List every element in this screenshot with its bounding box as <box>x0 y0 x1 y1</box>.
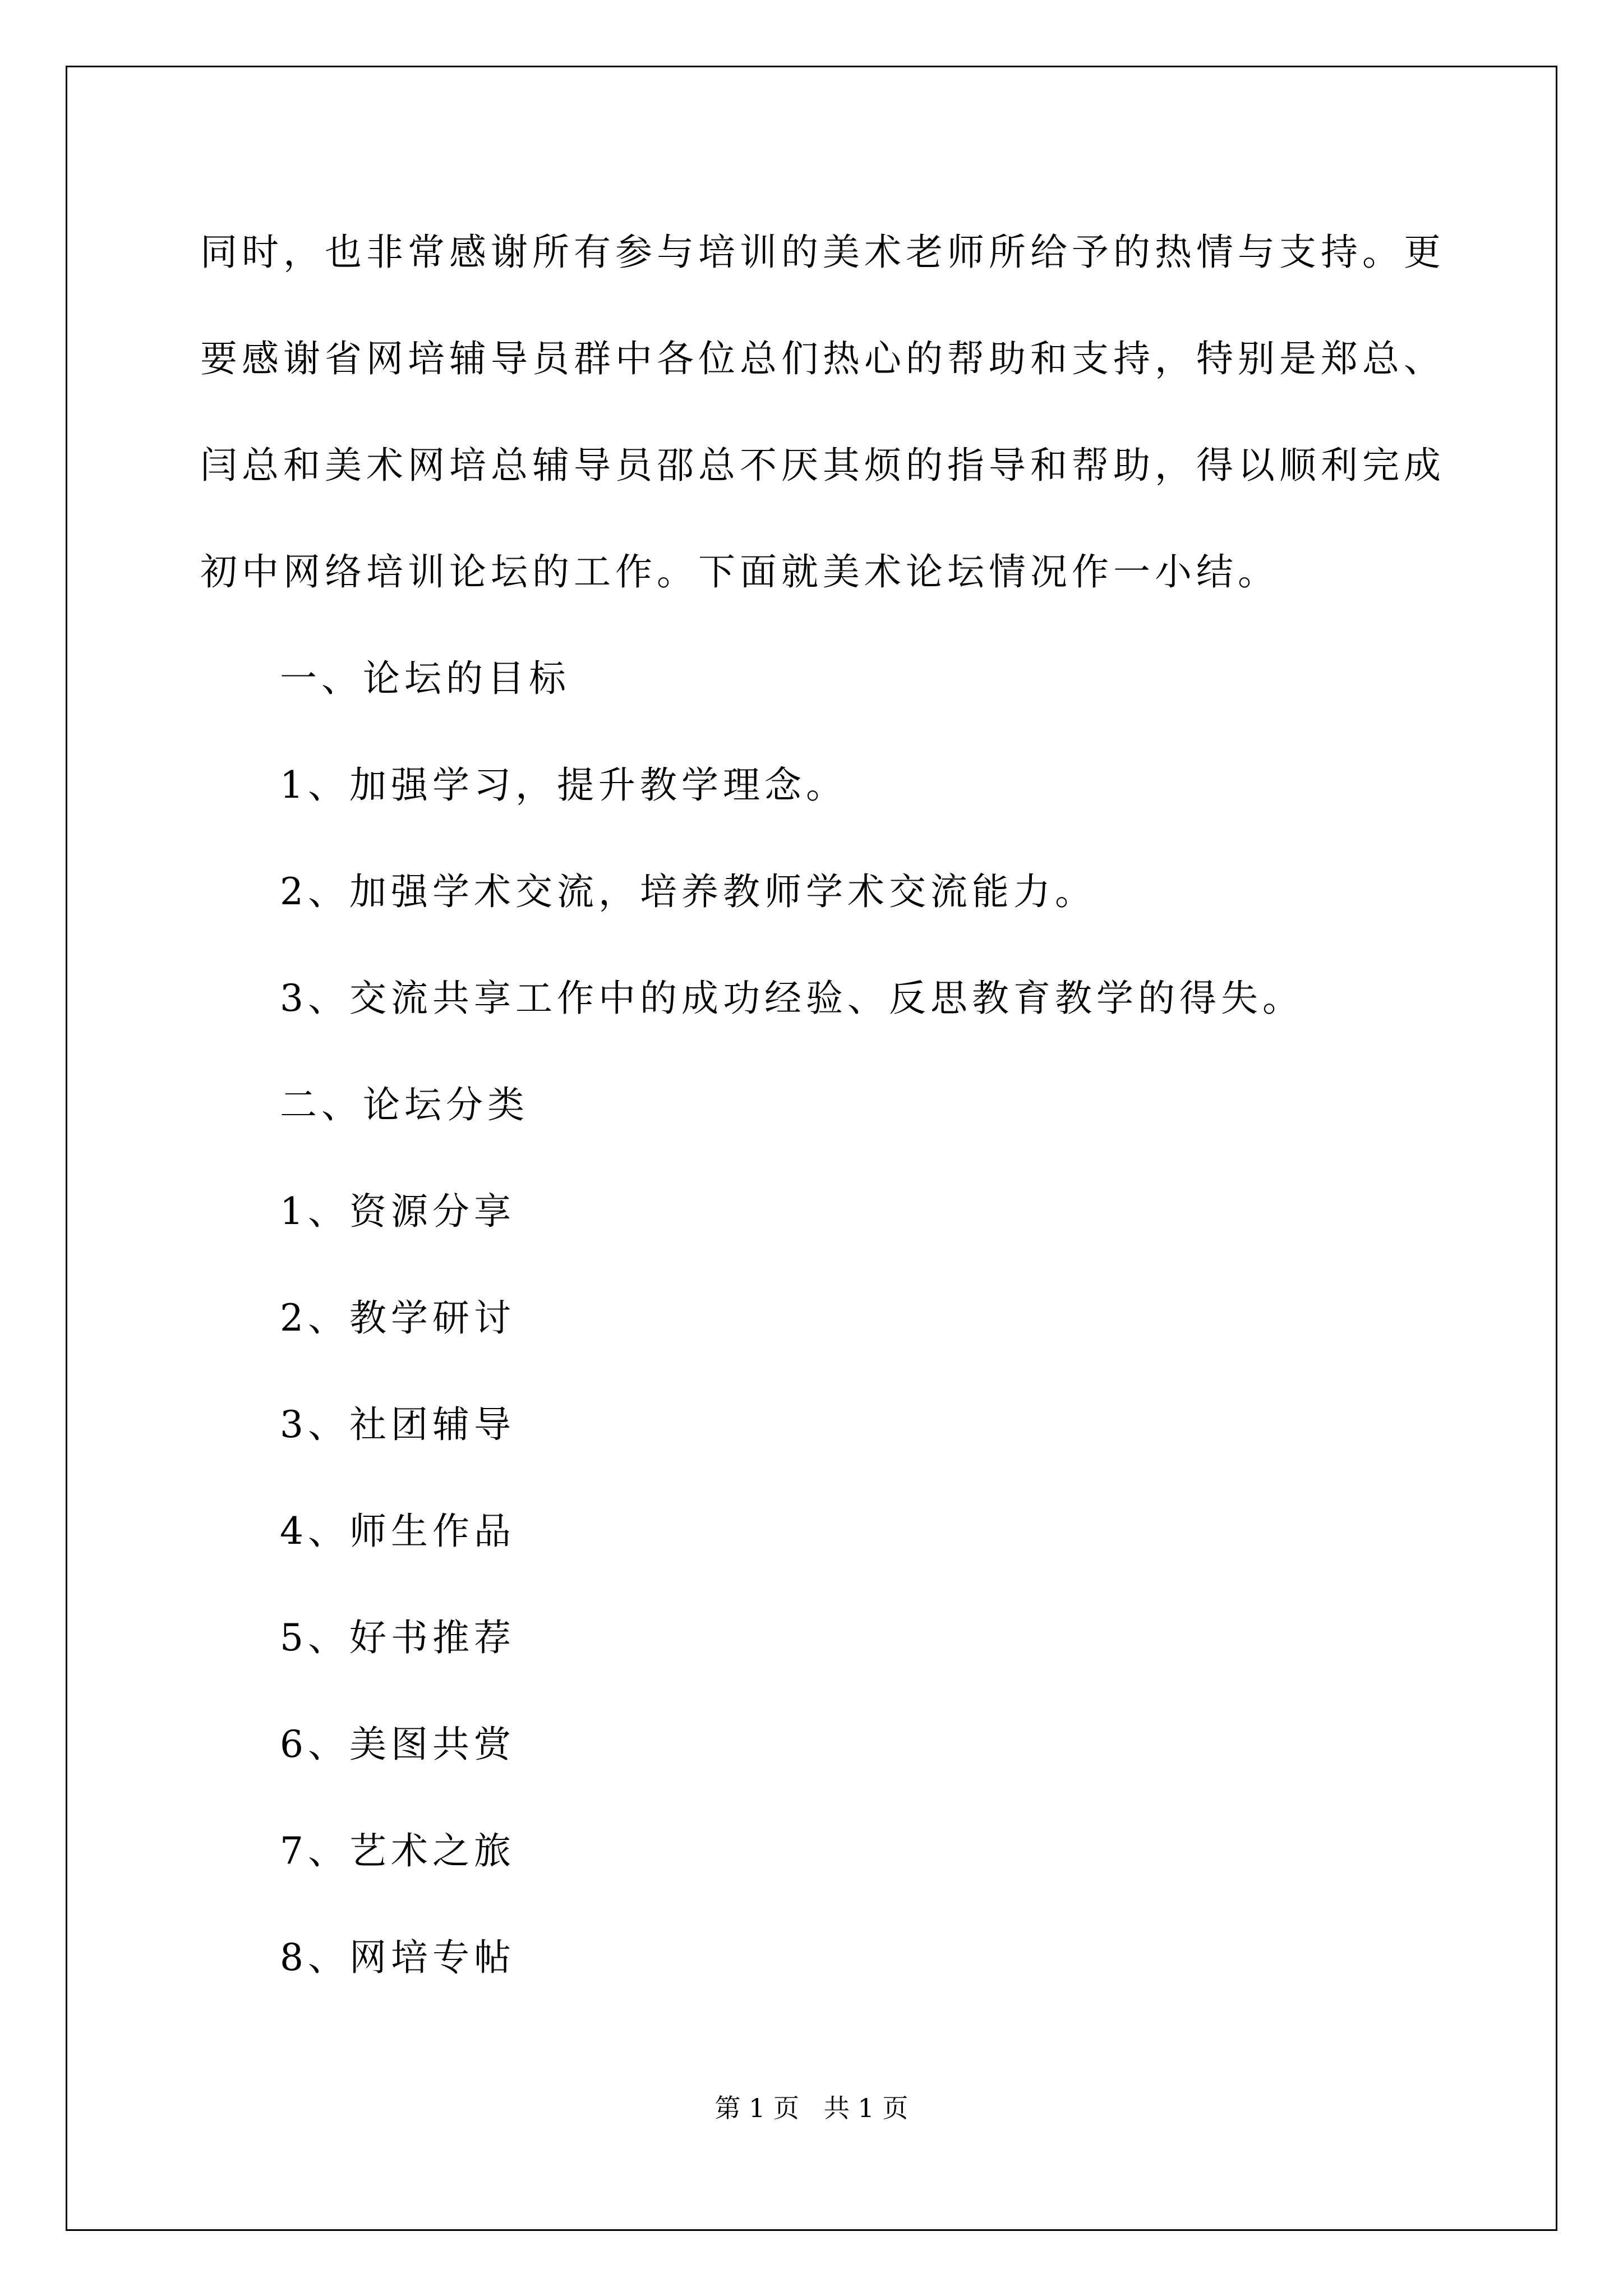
goal-item: 1、加强学习，提升教学理念。 <box>280 763 847 807</box>
category-item: 8、网培专帖 <box>280 1936 515 1979</box>
paragraph-line-2: 要感谢省网培辅导员群中各位总们热心的帮助和支持，特别是郑总、 <box>200 337 1445 380</box>
paragraph-line-4: 初中网络培训论坛的工作。下面就美术论坛情况作一小结。 <box>200 550 1279 593</box>
category-item: 1、资源分享 <box>280 1190 515 1233</box>
page-border <box>66 66 1557 2231</box>
category-item: 3、社团辅导 <box>280 1403 515 1446</box>
page-footer: 第 1 页 共 1 页 <box>714 2093 909 2123</box>
paragraph-line-3: 闫总和美术网培总辅导员邵总不厌其烦的指导和帮助，得以顺利完成 <box>200 444 1445 487</box>
goal-item: 2、加强学术交流，培养教师学术交流能力。 <box>280 870 1096 913</box>
category-item: 5、好书推荐 <box>280 1616 515 1659</box>
category-item: 2、教学研讨 <box>280 1296 515 1340</box>
category-item: 7、艺术之旅 <box>280 1829 515 1872</box>
section-heading-categories: 二、论坛分类 <box>280 1083 529 1126</box>
category-item: 4、师生作品 <box>280 1510 515 1553</box>
paragraph-line-1: 同时，也非常感谢所有参与培训的美术老师所给予的热情与支持。更 <box>200 231 1445 274</box>
category-item: 6、美图共赏 <box>280 1723 515 1766</box>
section-heading-goals: 一、论坛的目标 <box>280 657 570 700</box>
goal-item: 3、交流共享工作中的成功经验、反思教育教学的得失。 <box>280 977 1304 1020</box>
